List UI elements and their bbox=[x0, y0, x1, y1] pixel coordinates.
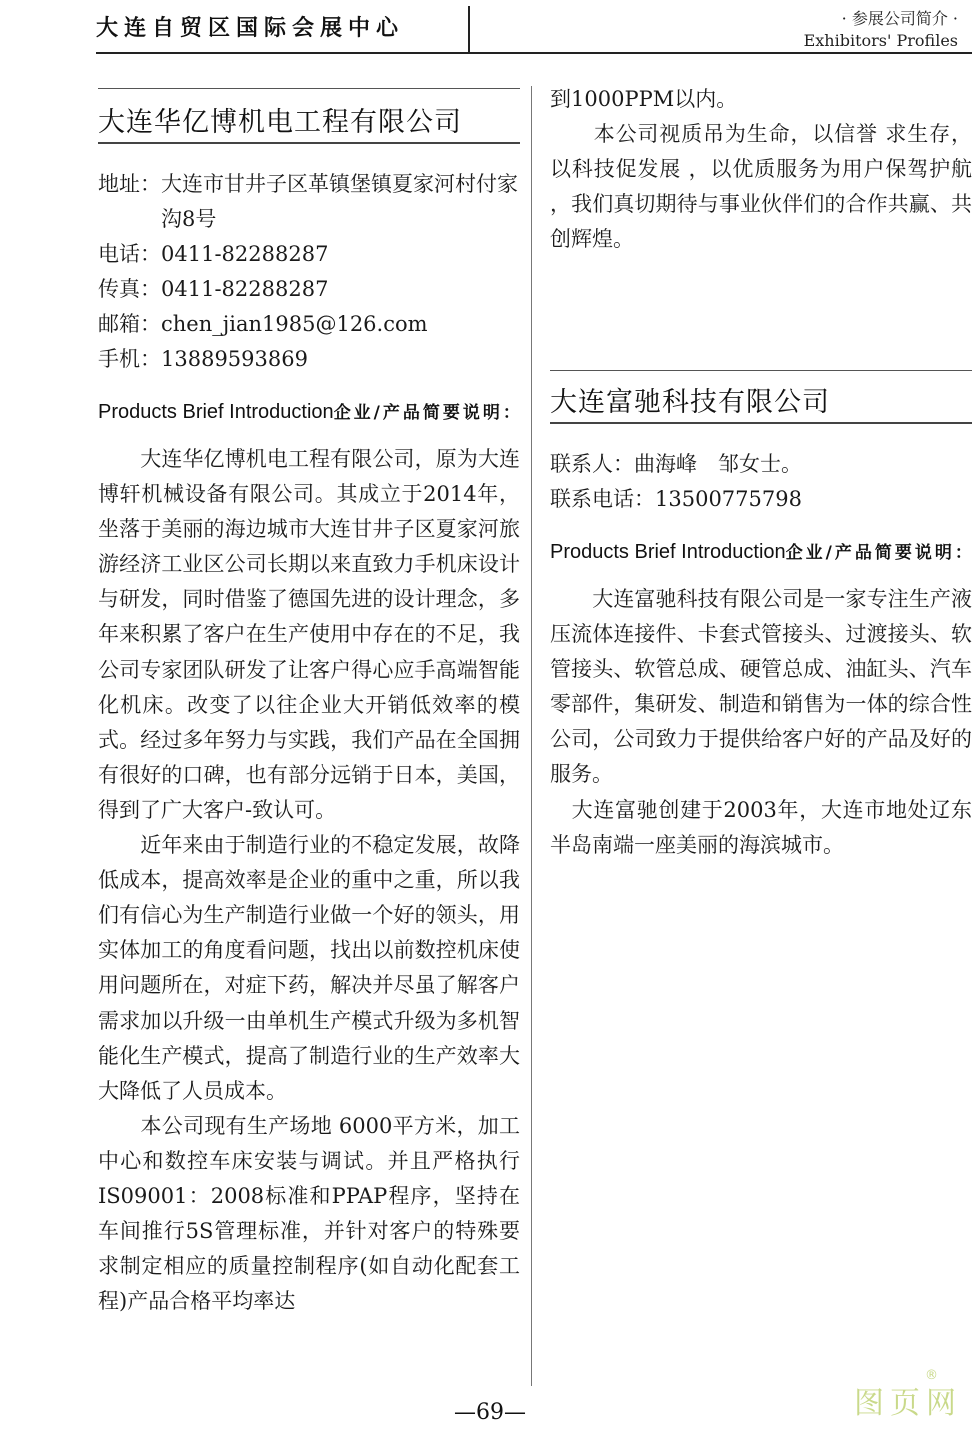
description-paragraph: 大连华亿博机电工程有限公司，原为大连博轩机械设备有限公司。其成立于2014年，坐落于美丽的海边城市大连甘井子区夏家河旅游经济工业区公司长期以来直致力手机床设计与研发，同时借鉴了德国先进的设计理念，多年来积累了客户在生产使用中存在的不足，我公司专家团队研发了让客户得心应手高端智能化机床。改变了以往企业大开销低效率的模式。经过多年努力与实践，我们产品在全国拥有很好的口碑，也有部分远销于日本，美国，得到了广大客户-致认可。 bbox=[98, 447, 520, 822]
contact-row-person bbox=[550, 447, 972, 482]
contact-value: 曲海峰 邹女士。 bbox=[634, 452, 802, 476]
page-number: —69— bbox=[454, 1400, 526, 1425]
company-title-rule-top bbox=[98, 88, 520, 89]
intro-heading bbox=[550, 538, 975, 564]
intro-heading bbox=[98, 398, 523, 424]
contact-label: 邮箱： bbox=[98, 312, 161, 336]
contact-label: 联系电话： bbox=[550, 487, 655, 511]
company-description bbox=[98, 442, 520, 1319]
contact-block bbox=[550, 447, 972, 517]
intro-heading-en: Products Brief Introduction bbox=[98, 401, 334, 423]
column-divider bbox=[531, 86, 532, 1386]
description-paragraph: 本公司视质吊为生命，以信誉 求生存，以科技促发展 ，以优质服务为用户保驾护航 ，我们真切期待与事业伙伴们的合作共赢、共创辉煌。 bbox=[550, 122, 972, 252]
contact-label: 传真： bbox=[98, 277, 161, 301]
intro-heading-en: Products Brief Introduction bbox=[550, 541, 786, 563]
description-paragraph: 大连富驰科技有限公司是一家专注生产液压流体连接件、卡套式管接头、过渡接头、软管接头、软管总成、硬管总成、油缸头、汽车零部件，集研发、制造和销售为一体的综合性公司，公司致力于提供给客户好的产品及好的服务。 bbox=[550, 587, 972, 787]
watermark-registered-mark: ® bbox=[925, 1368, 938, 1383]
contact-value: chen_jian1985@126.com bbox=[161, 312, 428, 336]
contact-value: 0411-82288287 bbox=[161, 242, 329, 266]
contact-block bbox=[98, 167, 520, 377]
description-paragraph: 近年来由于制造行业的不稳定发展，故降低成本，提高效率是企业的重中之重，所以我们有信心为生产制造行业做一个好的领头，用实体加工的角度看问题，找出以前数控机床使用问题所在，对症下药，解决并尽虽了解客户需求加以升级一由单机生产模式升级为多机智能化生产模式，提高了制造行业的生产效率大大降低了人员成本。 bbox=[98, 833, 520, 1103]
contact-value: 13889593869 bbox=[161, 347, 308, 371]
watermark-logo: 图页网 bbox=[854, 1386, 962, 1421]
continued-description bbox=[550, 82, 972, 257]
section-label-cn: · 参展公司简介 · bbox=[841, 9, 958, 28]
description-paragraph: 到1000PPM以内。 bbox=[550, 87, 738, 111]
publication-title: 大连自贸区国际会展中心 bbox=[96, 6, 470, 52]
intro-heading-cn: 企业/产品简要说明： bbox=[785, 543, 975, 563]
contact-label: 手机： bbox=[98, 347, 161, 371]
company-description bbox=[550, 582, 972, 863]
company-title-rule-bottom bbox=[98, 142, 520, 144]
contact-row-phone bbox=[550, 482, 972, 517]
contact-row-fax bbox=[98, 272, 520, 307]
contact-label: 电话： bbox=[98, 242, 161, 266]
contact-value: 大连市甘井子区革镇堡镇夏家河村付家沟8号 bbox=[161, 172, 518, 231]
section-label-en: Exhibitors' Profiles bbox=[803, 31, 958, 50]
running-header bbox=[96, 0, 972, 56]
section-label bbox=[804, 8, 958, 52]
header-rule bbox=[96, 52, 972, 54]
description-paragraph: 本公司现有生产场地 6000平方米，加工中心和数控车床安装与调试。并且严格执行IS09001：2008标准和PPAP程序，坚持在车间推行5S管理标准，并针对客户的特殊要求制定相应的质量控制程序(如自动化配套工程)产品合格平均率达 bbox=[98, 1113, 520, 1314]
contact-row-address bbox=[98, 167, 520, 237]
contact-row-email bbox=[98, 307, 520, 342]
company-title: 大连华亿博机电工程有限公司 bbox=[98, 107, 462, 138]
contact-value: 13500775798 bbox=[655, 487, 802, 511]
company-title: 大连富驰科技有限公司 bbox=[550, 387, 830, 418]
company-title-rule-bottom bbox=[550, 422, 972, 424]
contact-row-mobile bbox=[98, 342, 520, 377]
intro-heading-cn: 企业/产品简要说明： bbox=[333, 403, 523, 423]
description-paragraph: 大连富驰创建于2003年，大连市地处辽东半岛南端一座美丽的海滨城市。 bbox=[550, 797, 972, 857]
contact-value: 0411-82288287 bbox=[161, 277, 329, 301]
company-title-rule-top bbox=[550, 370, 972, 371]
contact-row-phone bbox=[98, 237, 520, 272]
contact-label: 联系人： bbox=[550, 452, 634, 476]
contact-label: 地址： bbox=[98, 172, 161, 196]
